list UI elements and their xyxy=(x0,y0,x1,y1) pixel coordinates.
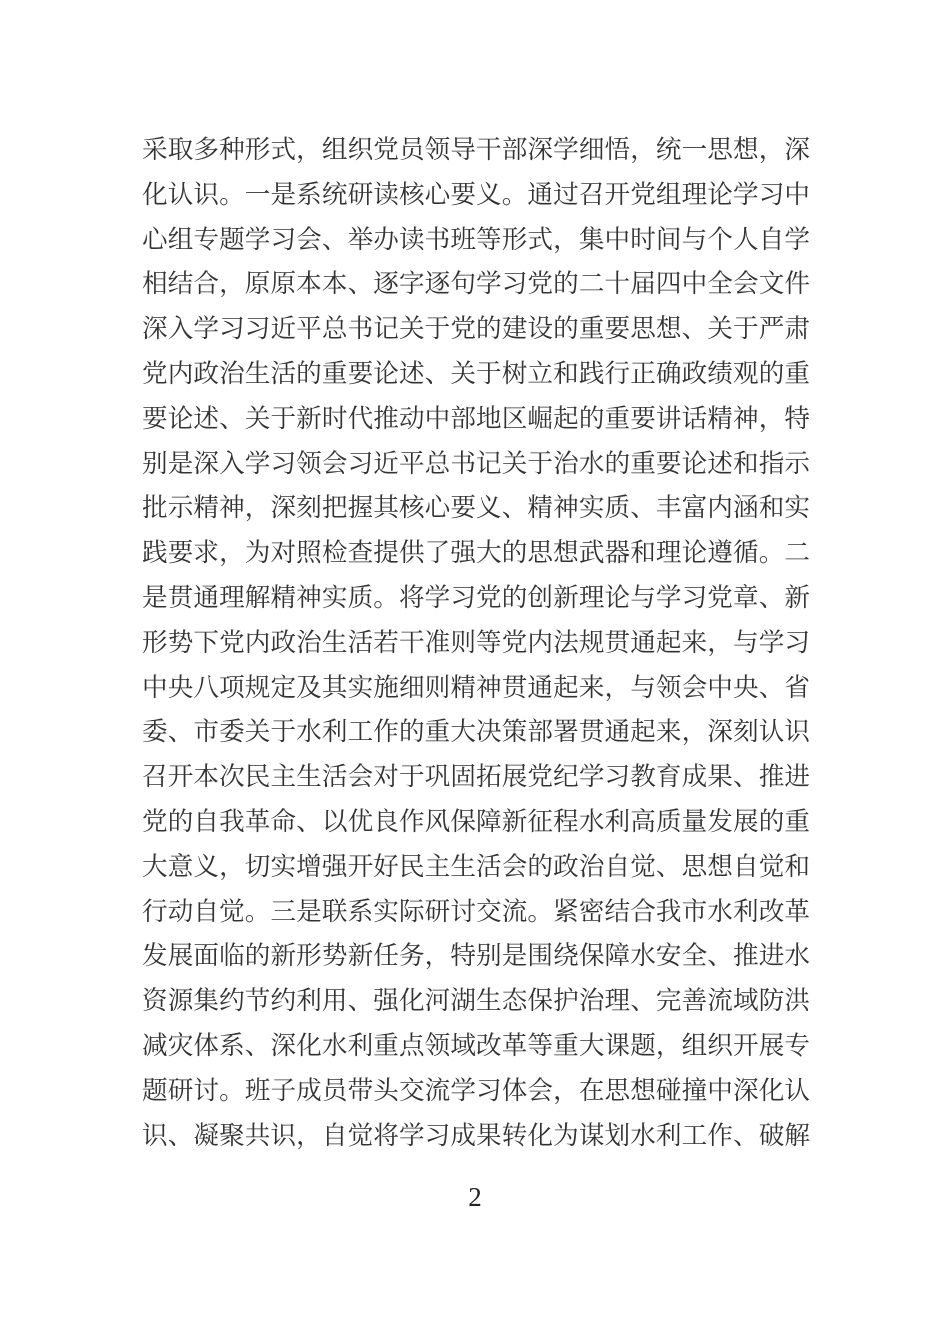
text-line: 题研讨。班子成员带头交流学习体会，在思想碰撞中深化认 xyxy=(142,1075,810,1105)
text-line: 是贯通理解精神实质。将学习党的创新理论与学习党章、新 xyxy=(142,582,810,612)
text-line: 委、市委关于水利工作的重大决策部署贯通起来，深刻认识 xyxy=(142,717,810,747)
text-line: 资源集约节约利用、强化河湖生态保护治理、完善流域防洪 xyxy=(142,986,810,1016)
page-number: 2 xyxy=(468,1182,482,1212)
text-line: 识、凝聚共识，自觉将学习成果转化为谋划水利工作、破解 xyxy=(142,1120,810,1150)
text-line: 深入学习习近平总书记关于党的建设的重要思想、关于严肃 xyxy=(142,314,810,344)
text-line: 大意义，切实增强开好民主生活会的政治自觉、思想自觉和 xyxy=(142,851,810,881)
text-line: 要论述、关于新时代推动中部地区崛起的重要讲话精神，特 xyxy=(142,403,810,433)
text-line: 心组专题学习会、举办读书班等形式，集中时间与个人自学 xyxy=(142,224,810,254)
text-line: 化认识。一是系统研读核心要义。通过召开党组理论学习中 xyxy=(142,179,810,209)
document-body xyxy=(142,128,810,1158)
text-line: 召开本次民主生活会对于巩固拓展党纪学习教育成果、推进 xyxy=(142,762,810,792)
text-line: 相结合，原原本本、逐字逐句学习党的二十届四中全会文件 xyxy=(142,269,810,299)
text-line: 践要求，为对照检查提供了强大的思想武器和理论遵循。二 xyxy=(142,538,810,568)
text-line: 形势下党内政治生活若干准则等党内法规贯通起来，与学习 xyxy=(142,627,810,657)
text-line: 行动自觉。三是联系实际研讨交流。紧密结合我市水利改革 xyxy=(142,896,810,926)
text-line: 中央八项规定及其实施细则精神贯通起来，与领会中央、省 xyxy=(142,672,810,702)
text-line: 党内政治生活的重要论述、关于树立和践行正确政绩观的重 xyxy=(142,358,810,388)
text-line: 党的自我革命、以优良作风保障新征程水利高质量发展的重 xyxy=(142,806,810,836)
text-line: 批示精神，深刻把握其核心要义、精神实质、丰富内涵和实 xyxy=(142,493,810,523)
text-line: 减灾体系、深化水利重点领域改革等重大课题，组织开展专 xyxy=(142,1030,810,1060)
text-line: 采取多种形式，组织党员领导干部深学细悟，统一思想，深 xyxy=(142,135,810,164)
text-line: 别是深入学习领会习近平总书记关于治水的重要论述和指示 xyxy=(142,448,810,478)
text-line: 发展面临的新形势新任务，特别是围绕保障水安全、推进水 xyxy=(142,941,810,971)
